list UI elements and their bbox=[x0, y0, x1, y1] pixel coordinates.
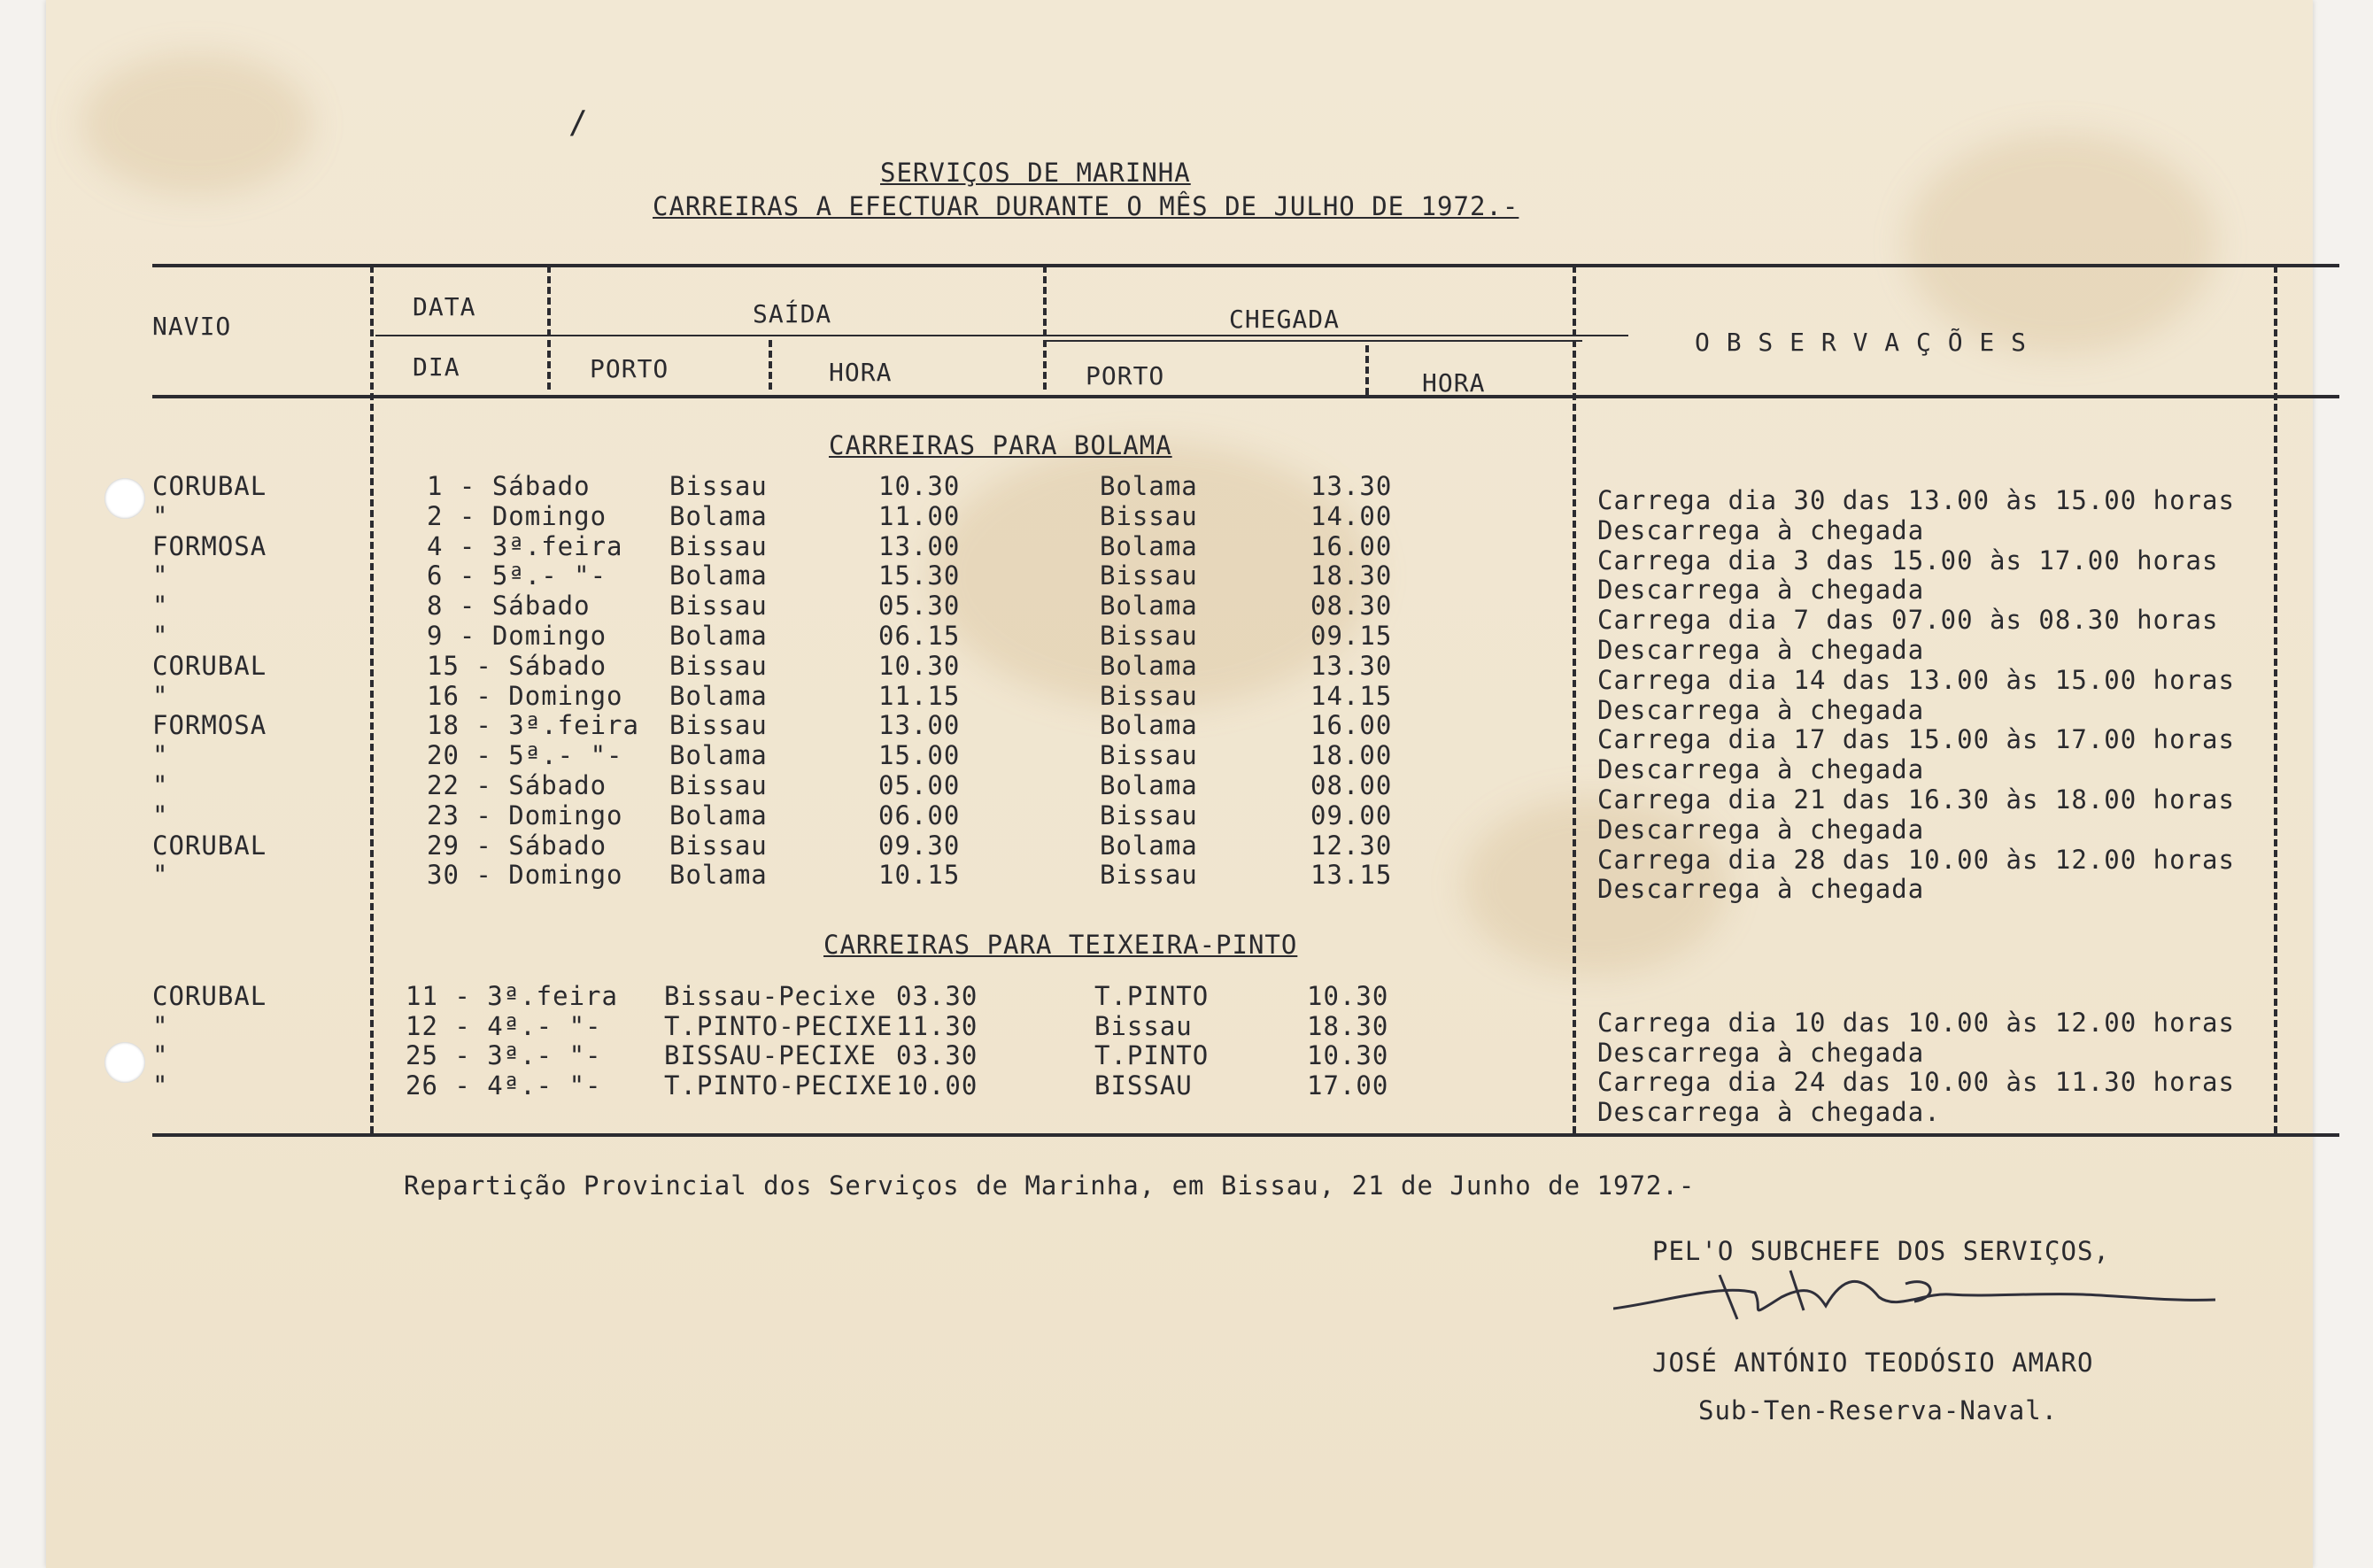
cell-navio: CORUBAL bbox=[152, 830, 267, 861]
cell-saida-hora: 15.30 bbox=[878, 560, 961, 591]
cell-chegada-porto: Bolama bbox=[1100, 650, 1198, 681]
observation-line: Carrega dia 3 das 15.00 às 17.00 horas bbox=[1597, 545, 2219, 575]
cell-dia: 25 - 3ª.- "- bbox=[406, 1040, 602, 1070]
cell-chegada-hora: 09.00 bbox=[1310, 799, 1393, 830]
document-page bbox=[46, 0, 2313, 1568]
col-divider bbox=[370, 266, 374, 1133]
cell-saida-porto: Bissau bbox=[669, 530, 768, 561]
cell-navio: " bbox=[152, 770, 169, 800]
cell-saida-porto: Bolama bbox=[669, 799, 768, 830]
footer-rank: Sub-Ten-Reserva-Naval. bbox=[1698, 1395, 2059, 1425]
cell-navio: " bbox=[152, 1040, 169, 1070]
cell-dia: 22 - Sábado bbox=[427, 770, 607, 800]
col-observacoes: O B S E R V A Ç Õ E S bbox=[1695, 328, 2028, 357]
cell-chegada-porto: Bolama bbox=[1100, 830, 1198, 861]
cell-chegada-hora: 17.00 bbox=[1307, 1070, 1389, 1101]
punch-hole bbox=[104, 1042, 145, 1083]
observation-line: Descarrega à chegada bbox=[1597, 754, 1925, 785]
cell-saida-hora: 05.30 bbox=[878, 591, 961, 622]
observation-line: Carrega dia 21 das 16.30 às 18.00 horas bbox=[1597, 784, 2235, 815]
col-navio: NAVIO bbox=[152, 312, 232, 341]
cell-chegada-hora: 13.30 bbox=[1310, 650, 1393, 681]
cell-saida-hora: 03.30 bbox=[896, 1040, 978, 1070]
cell-chegada-hora: 10.30 bbox=[1307, 1040, 1389, 1070]
cell-saida-hora: 03.30 bbox=[896, 981, 978, 1011]
cell-saida-porto: Bissau bbox=[669, 471, 768, 501]
cell-saida-porto: Bissau bbox=[669, 770, 768, 800]
cell-saida-hora: 13.00 bbox=[878, 710, 961, 741]
cell-chegada-porto: Bissau bbox=[1100, 740, 1198, 771]
cell-chegada-porto: Bissau bbox=[1100, 799, 1198, 830]
cell-chegada-hora: 08.30 bbox=[1310, 591, 1393, 622]
cell-navio: " bbox=[152, 621, 169, 651]
observation-line: Carrega dia 14 das 13.00 às 15.00 horas bbox=[1597, 664, 2235, 695]
cell-chegada-porto: Bissau bbox=[1100, 680, 1198, 711]
cell-navio: " bbox=[152, 1070, 169, 1101]
cell-chegada-porto: Bolama bbox=[1100, 710, 1198, 741]
observation-line: Descarrega à chegada bbox=[1597, 514, 1925, 545]
cell-navio: CORUBAL bbox=[152, 981, 267, 1011]
cell-saida-porto: Bolama bbox=[669, 860, 768, 891]
cell-navio: " bbox=[152, 500, 169, 531]
stain bbox=[81, 53, 312, 195]
cell-saida-hora: 10.30 bbox=[878, 650, 961, 681]
cell-chegada-hora: 13.30 bbox=[1310, 471, 1393, 501]
header-divider bbox=[375, 335, 1628, 336]
cell-dia: 11 - 3ª.feira bbox=[406, 981, 618, 1011]
cell-chegada-hora: 09.15 bbox=[1310, 621, 1393, 651]
cell-saida-porto: T.PINTO-PECIXE bbox=[664, 1070, 893, 1101]
cell-saida-porto: BISSAU-PECIXE bbox=[664, 1040, 877, 1070]
observation-line: Carrega dia 10 das 10.00 às 12.00 horas bbox=[1597, 1008, 2235, 1038]
section-title-teixeira: CARREIRAS PARA TEIXEIRA-PINTO bbox=[823, 930, 1298, 960]
col-divider bbox=[769, 340, 772, 390]
col-saida-porto: PORTO bbox=[590, 354, 669, 383]
col-divider bbox=[1573, 266, 1576, 1133]
cell-dia: 1 - Sábado bbox=[427, 471, 591, 501]
signature bbox=[1613, 1257, 2215, 1337]
cell-chegada-hora: 16.00 bbox=[1310, 530, 1393, 561]
cell-chegada-hora: 18.30 bbox=[1307, 1010, 1389, 1041]
cell-saida-porto: Bissau bbox=[669, 591, 768, 622]
cell-chegada-porto: Bolama bbox=[1100, 471, 1198, 501]
cell-dia: 18 - 3ª.feira bbox=[427, 710, 639, 741]
section-title-bolama: CARREIRAS PARA BOLAMA bbox=[829, 430, 1172, 460]
cell-chegada-hora: 16.00 bbox=[1310, 710, 1393, 741]
observation-line: Carrega dia 24 das 10.00 às 11.30 horas bbox=[1597, 1067, 2235, 1097]
observation-line: Carrega dia 30 das 13.00 às 15.00 horas bbox=[1597, 485, 2235, 515]
cell-chegada-hora: 12.30 bbox=[1310, 830, 1393, 861]
cell-chegada-porto: T.PINTO bbox=[1094, 1040, 1210, 1070]
header-bottom-rule bbox=[152, 395, 2339, 398]
header-line1: SERVIÇOS DE MARINHA bbox=[880, 158, 1191, 188]
cell-saida-hora: 13.00 bbox=[878, 530, 961, 561]
observation-line: Descarrega à chegada bbox=[1597, 1037, 1925, 1068]
cell-navio: " bbox=[152, 860, 169, 891]
cell-chegada-porto: Bissau bbox=[1094, 1010, 1193, 1041]
header-line2: CARREIRAS A EFECTUAR DURANTE O MÊS DE JULHO DE 1972.- bbox=[653, 191, 1519, 221]
col-saida: SAÍDA bbox=[753, 299, 832, 328]
cell-dia: 20 - 5ª.- "- bbox=[427, 740, 623, 771]
col-dia: DIA bbox=[413, 352, 460, 382]
observation-line: Descarrega à chegada bbox=[1597, 814, 1925, 845]
cell-dia: 8 - Sábado bbox=[427, 591, 591, 622]
cell-dia: 23 - Domingo bbox=[427, 799, 623, 830]
cell-saida-hora: 11.00 bbox=[878, 500, 961, 531]
cell-chegada-porto: T.PINTO bbox=[1094, 981, 1210, 1011]
cell-saida-hora: 10.00 bbox=[896, 1070, 978, 1101]
cell-chegada-porto: Bissau bbox=[1100, 560, 1198, 591]
cell-chegada-porto: Bissau bbox=[1100, 621, 1198, 651]
cell-saida-hora: 09.30 bbox=[878, 830, 961, 861]
cell-saida-porto: Bissau-Pecixe bbox=[664, 981, 877, 1011]
cell-chegada-hora: 18.30 bbox=[1310, 560, 1393, 591]
cell-navio: CORUBAL bbox=[152, 650, 267, 681]
cell-chegada-porto: Bolama bbox=[1100, 591, 1198, 622]
cell-chegada-hora: 14.15 bbox=[1310, 680, 1393, 711]
col-data: DATA bbox=[413, 292, 476, 321]
cell-dia: 12 - 4ª.- "- bbox=[406, 1010, 602, 1041]
observation-line: Carrega dia 17 das 15.00 às 17.00 horas bbox=[1597, 724, 2235, 755]
cell-dia: 16 - Domingo bbox=[427, 680, 623, 711]
cell-dia: 9 - Domingo bbox=[427, 621, 607, 651]
cell-dia: 30 - Domingo bbox=[427, 860, 623, 891]
cell-navio: FORMOSA bbox=[152, 710, 267, 741]
cell-chegada-hora: 08.00 bbox=[1310, 770, 1393, 800]
cell-saida-porto: Bissau bbox=[669, 650, 768, 681]
observation-line: Descarrega à chegada. bbox=[1597, 1096, 1941, 1127]
punch-hole bbox=[104, 478, 145, 519]
table-bottom-rule bbox=[152, 1133, 2339, 1137]
cell-chegada-hora: 13.15 bbox=[1310, 860, 1393, 891]
observation-line: Carrega dia 7 das 07.00 às 08.30 horas bbox=[1597, 605, 2219, 636]
cell-navio: " bbox=[152, 680, 169, 711]
footer-name: JOSÉ ANTÓNIO TEODÓSIO AMARO bbox=[1652, 1348, 2094, 1378]
cell-navio: " bbox=[152, 799, 169, 830]
cell-chegada-hora: 10.30 bbox=[1307, 981, 1389, 1011]
cell-dia: 6 - 5ª.- "- bbox=[427, 560, 607, 591]
col-divider bbox=[547, 266, 551, 390]
col-chegada: CHEGADA bbox=[1229, 305, 1341, 334]
cell-chegada-porto: BISSAU bbox=[1094, 1070, 1193, 1101]
observation-line: Descarrega à chegada bbox=[1597, 575, 1925, 606]
header-divider bbox=[1047, 340, 1582, 342]
cell-dia: 4 - 3ª.feira bbox=[427, 530, 623, 561]
cell-navio: CORUBAL bbox=[152, 471, 267, 501]
pen-mark: / bbox=[568, 104, 589, 141]
observation-line: Carrega dia 28 das 10.00 às 12.00 horas bbox=[1597, 844, 2235, 875]
observation-line: Descarrega à chegada bbox=[1597, 694, 1925, 725]
cell-saida-hora: 10.30 bbox=[878, 471, 961, 501]
cell-saida-porto: Bolama bbox=[669, 740, 768, 771]
observation-line: Descarrega à chegada bbox=[1597, 874, 1925, 905]
cell-dia: 29 - Sábado bbox=[427, 830, 607, 861]
col-chegada-porto: PORTO bbox=[1086, 361, 1165, 390]
col-divider bbox=[2274, 266, 2277, 1133]
cell-saida-porto: Bolama bbox=[669, 621, 768, 651]
stain bbox=[1905, 133, 2215, 354]
cell-chegada-porto: Bissau bbox=[1100, 860, 1198, 891]
col-divider bbox=[1365, 345, 1369, 395]
footer-place-date: Repartição Provincial dos Serviços de Marinha, em Bissau, 21 de Junho de 1972.- bbox=[404, 1170, 1696, 1201]
cell-saida-hora: 11.15 bbox=[878, 680, 961, 711]
cell-saida-porto: Bissau bbox=[669, 830, 768, 861]
cell-saida-porto: Bolama bbox=[669, 500, 768, 531]
cell-saida-porto: Bolama bbox=[669, 560, 768, 591]
cell-navio: " bbox=[152, 740, 169, 771]
cell-chegada-hora: 14.00 bbox=[1310, 500, 1393, 531]
cell-navio: " bbox=[152, 591, 169, 622]
cell-navio: FORMOSA bbox=[152, 530, 267, 561]
cell-chegada-porto: Bolama bbox=[1100, 770, 1198, 800]
cell-dia: 26 - 4ª.- "- bbox=[406, 1070, 602, 1101]
table-top-rule bbox=[152, 264, 2339, 267]
col-divider bbox=[1043, 266, 1047, 390]
cell-saida-porto: Bolama bbox=[669, 680, 768, 711]
cell-saida-hora: 05.00 bbox=[878, 770, 961, 800]
observation-line: Descarrega à chegada bbox=[1597, 635, 1925, 665]
cell-chegada-porto: Bolama bbox=[1100, 530, 1198, 561]
cell-saida-hora: 10.15 bbox=[878, 860, 961, 891]
cell-saida-hora: 06.15 bbox=[878, 621, 961, 651]
footer-by: PEL'O SUBCHEFE DOS SERVIÇOS, bbox=[1652, 1236, 2110, 1266]
cell-saida-porto: T.PINTO-PECIXE bbox=[664, 1010, 893, 1041]
cell-saida-hora: 11.30 bbox=[896, 1010, 978, 1041]
cell-dia: 2 - Domingo bbox=[427, 500, 607, 531]
cell-chegada-hora: 18.00 bbox=[1310, 740, 1393, 771]
cell-dia: 15 - Sábado bbox=[427, 650, 607, 681]
cell-saida-hora: 15.00 bbox=[878, 740, 961, 771]
cell-saida-hora: 06.00 bbox=[878, 799, 961, 830]
cell-chegada-porto: Bissau bbox=[1100, 500, 1198, 531]
col-saida-hora: HORA bbox=[829, 358, 893, 387]
cell-navio: " bbox=[152, 560, 169, 591]
col-chegada-hora: HORA bbox=[1422, 368, 1486, 398]
cell-navio: " bbox=[152, 1010, 169, 1041]
cell-saida-porto: Bissau bbox=[669, 710, 768, 741]
